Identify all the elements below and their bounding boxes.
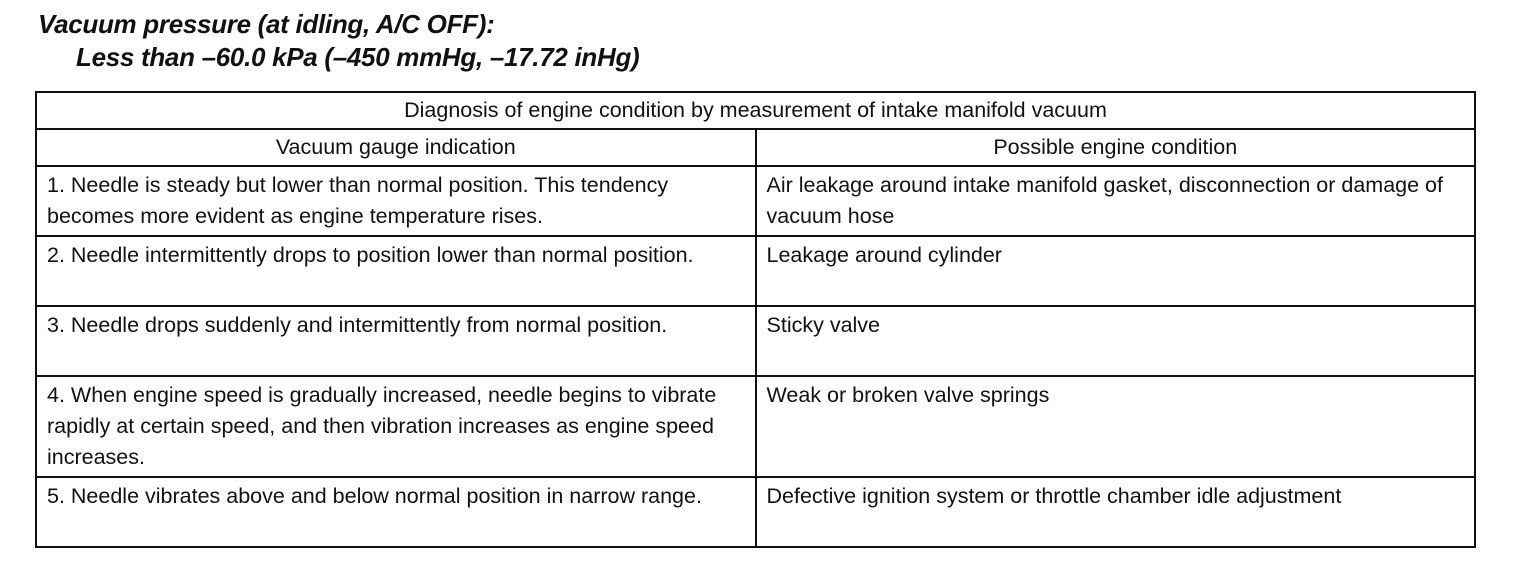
spec-heading: Vacuum pressure (at idling, A/C OFF): (38, 9, 495, 39)
condition-cell: Leakage around cylinder (756, 236, 1476, 306)
condition-cell: Air leakage around intake manifold gasket, disconnection or damage of vacuum hose (756, 166, 1476, 236)
table-row (36, 236, 1475, 306)
diagnosis-table (35, 91, 1476, 548)
indication-cell: 3. Needle drops suddenly and intermittently from normal position. (36, 306, 756, 376)
table-row (36, 376, 1475, 477)
condition-cell: Defective ignition system or throttle chamber idle adjustment (756, 477, 1476, 547)
indication-cell: 5. Needle vibrates above and below normal position in narrow range. (36, 477, 756, 547)
column-header-indication: Vacuum gauge indication (36, 129, 756, 166)
table-row (36, 306, 1475, 376)
table-title-row (36, 92, 1475, 129)
column-header-condition: Possible engine condition (756, 129, 1476, 166)
spec-value: Less than –60.0 kPa (–450 mmHg, –17.72 inHg) (76, 42, 640, 72)
table-header-row (36, 129, 1475, 166)
condition-cell: Weak or broken valve springs (756, 376, 1476, 477)
indication-cell: 2. Needle intermittently drops to position lower than normal position. (36, 236, 756, 306)
vacuum-pressure-spec (38, 8, 639, 74)
table-row (36, 166, 1475, 236)
table-title: Diagnosis of engine condition by measurement of intake manifold vacuum (36, 92, 1475, 129)
condition-cell: Sticky valve (756, 306, 1476, 376)
indication-cell: 1. Needle is steady but lower than normal position. This tendency becomes more evident as engine temperature rises. (36, 166, 756, 236)
indication-cell: 4. When engine speed is gradually increased, needle begins to vibrate rapidly at certain speed, and then vibration increases as engine speed increases. (36, 376, 756, 477)
table-row (36, 477, 1475, 547)
